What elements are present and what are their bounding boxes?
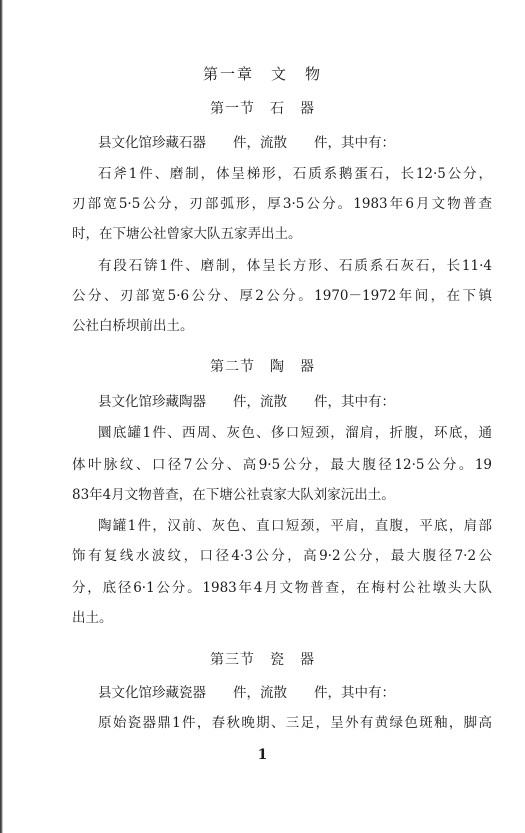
paragraph-line: 陶罐1件，汉前、灰色、直口短颈，平肩，直腹，平底，肩部 <box>98 518 492 534</box>
paragraph-line: 原始瓷器鼎1件，春秋晚期、三足，呈外有黄绿色斑釉，脚高 <box>98 715 492 731</box>
page-number: 1 <box>257 747 268 763</box>
paragraph-line: 体叶脉纹、口径7公分、高9·5公分，最大腹径12·5公分。19 <box>72 457 492 473</box>
chapter-title: 第一章 文 物 <box>202 65 322 83</box>
paragraph-line: 石斧1件、磨制，体呈梯形，石质系鹅蛋石，长12·5公分， <box>98 166 492 182</box>
paragraph-line: 有段石锛1件、磨制，体呈长方形、石质系石灰石，长11·4 <box>98 258 492 274</box>
paragraph-line: 刃部宽5·5公分，刃部弧形，厚3·5公分。1983年6月文物普查 <box>72 196 492 212</box>
paragraph-line: 饰有复线水波纹，口径4·3公分，高9·2公分，最大腹径7·2公 <box>72 548 492 564</box>
paragraph-line: 县文化馆珍藏陶器 件，流散 件，其中有： <box>98 394 395 410</box>
paragraph-line: 分，底径6·1公分。1983年4月文物普查，在梅村公社墩头大队 <box>72 580 492 596</box>
section-heading: 第一节 石 器 <box>210 101 315 117</box>
paragraph-line: 公分、刃部宽5·6公分、厚2公分。1970－1972年间，在下镇 <box>72 288 492 304</box>
section-heading: 第二节 陶 器 <box>210 359 315 375</box>
scan-edge <box>0 0 3 833</box>
paragraph-line: 时，在下塘公社曾家大队五家弄出土。 <box>72 226 302 242</box>
paragraph-line: 圜底罐1件、西周、灰色、侈口短颈，溜肩，折腹，环底，通 <box>98 425 492 441</box>
paragraph-line: 出土。 <box>72 610 113 626</box>
paragraph-line: 县文化馆珍藏瓷器 件，流散 件，其中有： <box>98 685 395 701</box>
paragraph-line: 县文化馆珍藏石器 件，流散 件，其中有： <box>98 135 395 151</box>
paragraph-line: 公社白桥坝前出土。 <box>72 318 194 334</box>
paragraph-line: 83年4月文物普查，在下塘公社袁家大队刘家沅出土。 <box>72 487 395 503</box>
section-heading: 第三节 瓷 器 <box>210 652 315 668</box>
